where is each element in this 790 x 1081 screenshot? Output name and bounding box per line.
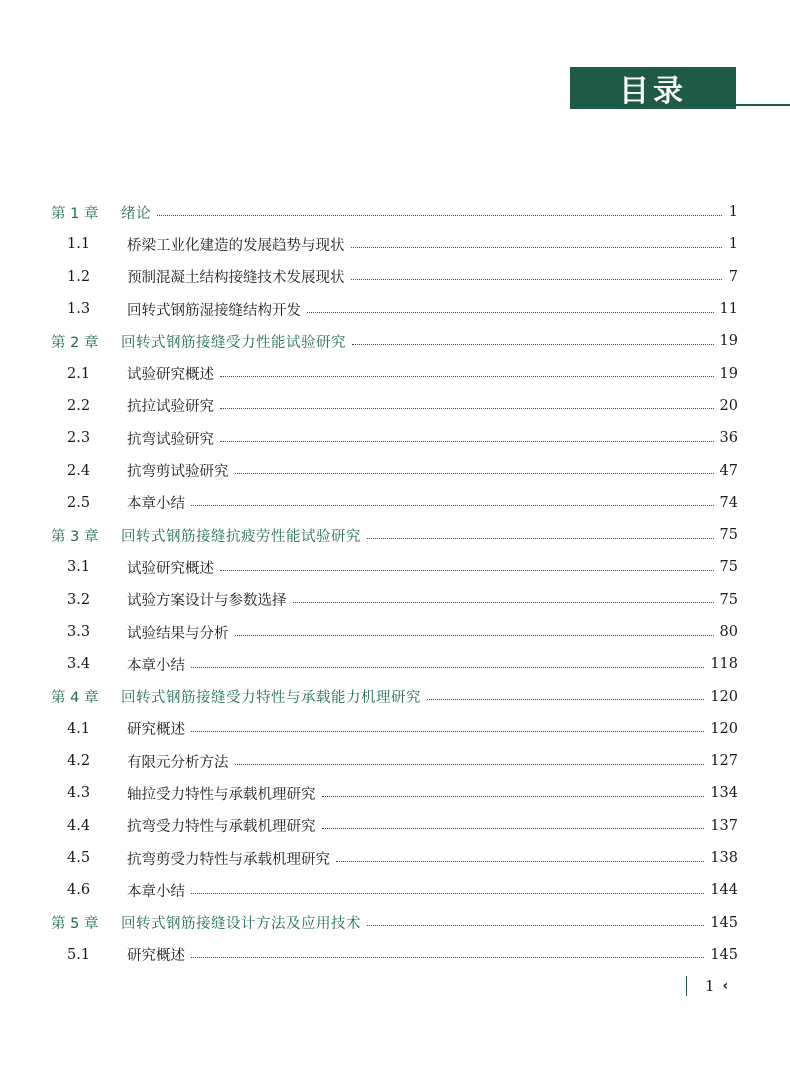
toc-entry-number: 4.2 bbox=[67, 753, 91, 770]
toc-dot-leader bbox=[191, 667, 704, 668]
toc-entry-title: 试验方案设计与参数选择 bbox=[127, 593, 287, 610]
toc-entry-number: 3.4 bbox=[67, 656, 91, 673]
toc-entry-title: 抗弯试验研究 bbox=[127, 431, 214, 448]
toc-section-entry[interactable] bbox=[51, 810, 738, 842]
toc-chapter-entry[interactable] bbox=[51, 196, 738, 228]
toc-section-entry[interactable] bbox=[51, 422, 738, 454]
toc-entry-number: 4.3 bbox=[67, 785, 91, 802]
toc-entry-title: 抗弯受力特性与承载机理研究 bbox=[127, 819, 316, 836]
toc-entry-number: 3.3 bbox=[67, 624, 91, 640]
toc-entry-page: 11 bbox=[719, 301, 738, 318]
toc-dot-leader bbox=[191, 731, 704, 732]
toc-chapter-entry[interactable] bbox=[51, 519, 738, 551]
toc-entry-title: 试验结果与分析 bbox=[127, 625, 229, 642]
toc-entry-page: 20 bbox=[719, 397, 738, 414]
toc-section-entry[interactable] bbox=[51, 390, 738, 422]
toc-entry-number: 3.2 bbox=[67, 591, 91, 608]
toc-entry-number: 2.4 bbox=[67, 462, 91, 479]
toc-dot-leader bbox=[235, 473, 714, 474]
toc-section-entry[interactable] bbox=[51, 648, 738, 680]
toc-entry-title: 本章小结 bbox=[127, 496, 185, 513]
toc-section-entry[interactable] bbox=[51, 777, 738, 809]
chevron-left-icon: ‹ bbox=[722, 978, 729, 994]
toc-chapter-entry[interactable] bbox=[51, 907, 738, 939]
toc-chapter-entry[interactable] bbox=[51, 325, 738, 357]
toc-entry-page: 80 bbox=[719, 624, 738, 640]
toc-dot-leader bbox=[351, 279, 723, 280]
toc-entry-title: 回转式钢筋接缝抗疲劳性能试验研究 bbox=[121, 528, 361, 545]
toc-dot-leader bbox=[220, 441, 714, 442]
toc-entry-number: 1.2 bbox=[67, 268, 91, 285]
toc-entry-page: 75 bbox=[719, 559, 738, 576]
toc-entry-page: 74 bbox=[719, 494, 738, 511]
toc-entry-number: 4.5 bbox=[67, 850, 91, 867]
footer-divider bbox=[686, 976, 687, 996]
toc-entry-page: 145 bbox=[710, 946, 738, 963]
toc-entry-page: 1 bbox=[728, 204, 738, 221]
toc-entry-number: 4.1 bbox=[67, 720, 91, 737]
toc-entry-page: 47 bbox=[719, 462, 738, 479]
page-footer bbox=[686, 975, 728, 997]
toc-entry-page: 7 bbox=[728, 268, 738, 285]
toc-dot-leader bbox=[220, 570, 714, 571]
toc-entry-page: 144 bbox=[710, 882, 738, 899]
toc-dot-leader bbox=[367, 538, 714, 539]
toc-entry-title: 轴拉受力特性与承载机理研究 bbox=[127, 786, 316, 803]
toc-dot-leader bbox=[157, 215, 722, 216]
toc-entry-number: 2.2 bbox=[67, 397, 91, 414]
toc-entry-page: 138 bbox=[710, 850, 738, 867]
toc-dot-leader bbox=[191, 893, 704, 894]
toc-dot-leader bbox=[427, 699, 704, 700]
toc-dot-leader bbox=[235, 635, 714, 636]
toc-entry-number: 第 5 章 bbox=[51, 916, 99, 933]
toc-entry-page: 145 bbox=[710, 914, 738, 931]
page-title: 目录 bbox=[619, 74, 687, 109]
toc-entry-page: 36 bbox=[719, 430, 738, 447]
toc-dot-leader bbox=[220, 408, 714, 409]
toc-entry-title: 抗弯剪受力特性与承载机理研究 bbox=[127, 851, 330, 868]
toc-entry-number: 2.5 bbox=[67, 494, 91, 511]
toc-dot-leader bbox=[191, 957, 704, 958]
toc-entry-title: 本章小结 bbox=[127, 657, 185, 674]
toc-section-entry[interactable] bbox=[51, 616, 738, 648]
toc-entry-number: 2.3 bbox=[67, 430, 91, 447]
toc-entry-number: 1.3 bbox=[67, 301, 91, 318]
table-of-contents bbox=[51, 196, 738, 971]
toc-entry-page: 127 bbox=[710, 753, 738, 770]
toc-entry-page: 75 bbox=[719, 591, 738, 608]
toc-section-entry[interactable] bbox=[51, 261, 738, 293]
toc-section-entry[interactable] bbox=[51, 293, 738, 325]
toc-dot-leader bbox=[307, 312, 714, 313]
toc-entry-number: 4.4 bbox=[67, 817, 91, 834]
toc-entry-number: 2.1 bbox=[67, 365, 91, 382]
toc-entry-page: 19 bbox=[719, 365, 738, 382]
toc-entry-title: 预制混凝土结构接缝技术发展现状 bbox=[127, 270, 345, 287]
toc-entry-number: 3.1 bbox=[67, 559, 91, 576]
toc-entry-title: 抗拉试验研究 bbox=[127, 399, 214, 416]
toc-dot-leader bbox=[352, 344, 714, 345]
toc-entry-page: 137 bbox=[710, 817, 738, 834]
toc-dot-leader bbox=[322, 796, 705, 797]
toc-entry-number: 1.1 bbox=[67, 236, 91, 253]
toc-entry-page: 118 bbox=[710, 656, 738, 673]
toc-section-entry[interactable] bbox=[51, 357, 738, 389]
toc-entry-page: 19 bbox=[719, 333, 738, 350]
toc-dot-leader bbox=[220, 376, 714, 377]
toc-section-entry[interactable] bbox=[51, 551, 738, 583]
toc-dot-leader bbox=[351, 247, 723, 248]
toc-dot-leader bbox=[293, 602, 714, 603]
toc-entry-number: 4.6 bbox=[67, 882, 91, 899]
toc-entry-title: 试验研究概述 bbox=[127, 367, 214, 384]
toc-entry-page: 120 bbox=[710, 688, 738, 705]
toc-entry-number: 第 2 章 bbox=[51, 334, 99, 351]
toc-entry-page: 134 bbox=[710, 785, 738, 802]
toc-section-entry[interactable] bbox=[51, 487, 738, 519]
toc-entry-title: 抗弯剪试验研究 bbox=[127, 464, 229, 481]
toc-chapter-entry[interactable] bbox=[51, 680, 738, 712]
toc-entry-number: 第 3 章 bbox=[51, 528, 99, 545]
toc-dot-leader bbox=[336, 861, 704, 862]
toc-entry-title: 研究概述 bbox=[127, 948, 185, 965]
toc-section-entry[interactable] bbox=[51, 874, 738, 906]
toc-entry-title: 回转式钢筋接缝受力特性与承载能力机理研究 bbox=[121, 690, 421, 707]
footer-page-number: 1 bbox=[705, 977, 715, 995]
toc-entry-title: 回转式钢筋接缝设计方法及应用技术 bbox=[121, 916, 361, 933]
toc-dot-leader bbox=[322, 828, 705, 829]
toc-entry-title: 有限元分析方法 bbox=[127, 754, 229, 771]
toc-section-entry[interactable] bbox=[51, 842, 738, 874]
toc-entry-page: 75 bbox=[719, 527, 738, 544]
toc-title-banner bbox=[570, 67, 736, 109]
toc-entry-title: 试验研究概述 bbox=[127, 560, 214, 577]
toc-entry-title: 绪论 bbox=[121, 205, 151, 222]
toc-entry-title: 研究概述 bbox=[127, 722, 185, 739]
toc-entry-number: 第 1 章 bbox=[51, 205, 99, 222]
title-underline bbox=[736, 104, 790, 106]
toc-dot-leader bbox=[367, 925, 704, 926]
toc-entry-number: 5.1 bbox=[67, 946, 91, 963]
toc-entry-title: 回转式钢筋湿接缝结构开发 bbox=[127, 302, 301, 319]
toc-entry-number: 第 4 章 bbox=[51, 690, 99, 707]
toc-entry-page: 1 bbox=[728, 236, 738, 253]
toc-entry-page: 120 bbox=[710, 720, 738, 737]
toc-section-entry[interactable] bbox=[51, 713, 738, 745]
toc-dot-leader bbox=[235, 764, 705, 765]
toc-section-entry[interactable] bbox=[51, 228, 738, 260]
toc-section-entry[interactable] bbox=[51, 454, 738, 486]
toc-entry-title: 本章小结 bbox=[127, 883, 185, 900]
toc-entry-title: 桥梁工业化建造的发展趋势与现状 bbox=[127, 237, 345, 254]
toc-entry-title: 回转式钢筋接缝受力性能试验研究 bbox=[121, 334, 346, 351]
toc-section-entry[interactable] bbox=[51, 584, 738, 616]
toc-dot-leader bbox=[191, 505, 714, 506]
toc-section-entry[interactable] bbox=[51, 939, 738, 971]
toc-section-entry[interactable] bbox=[51, 745, 738, 777]
